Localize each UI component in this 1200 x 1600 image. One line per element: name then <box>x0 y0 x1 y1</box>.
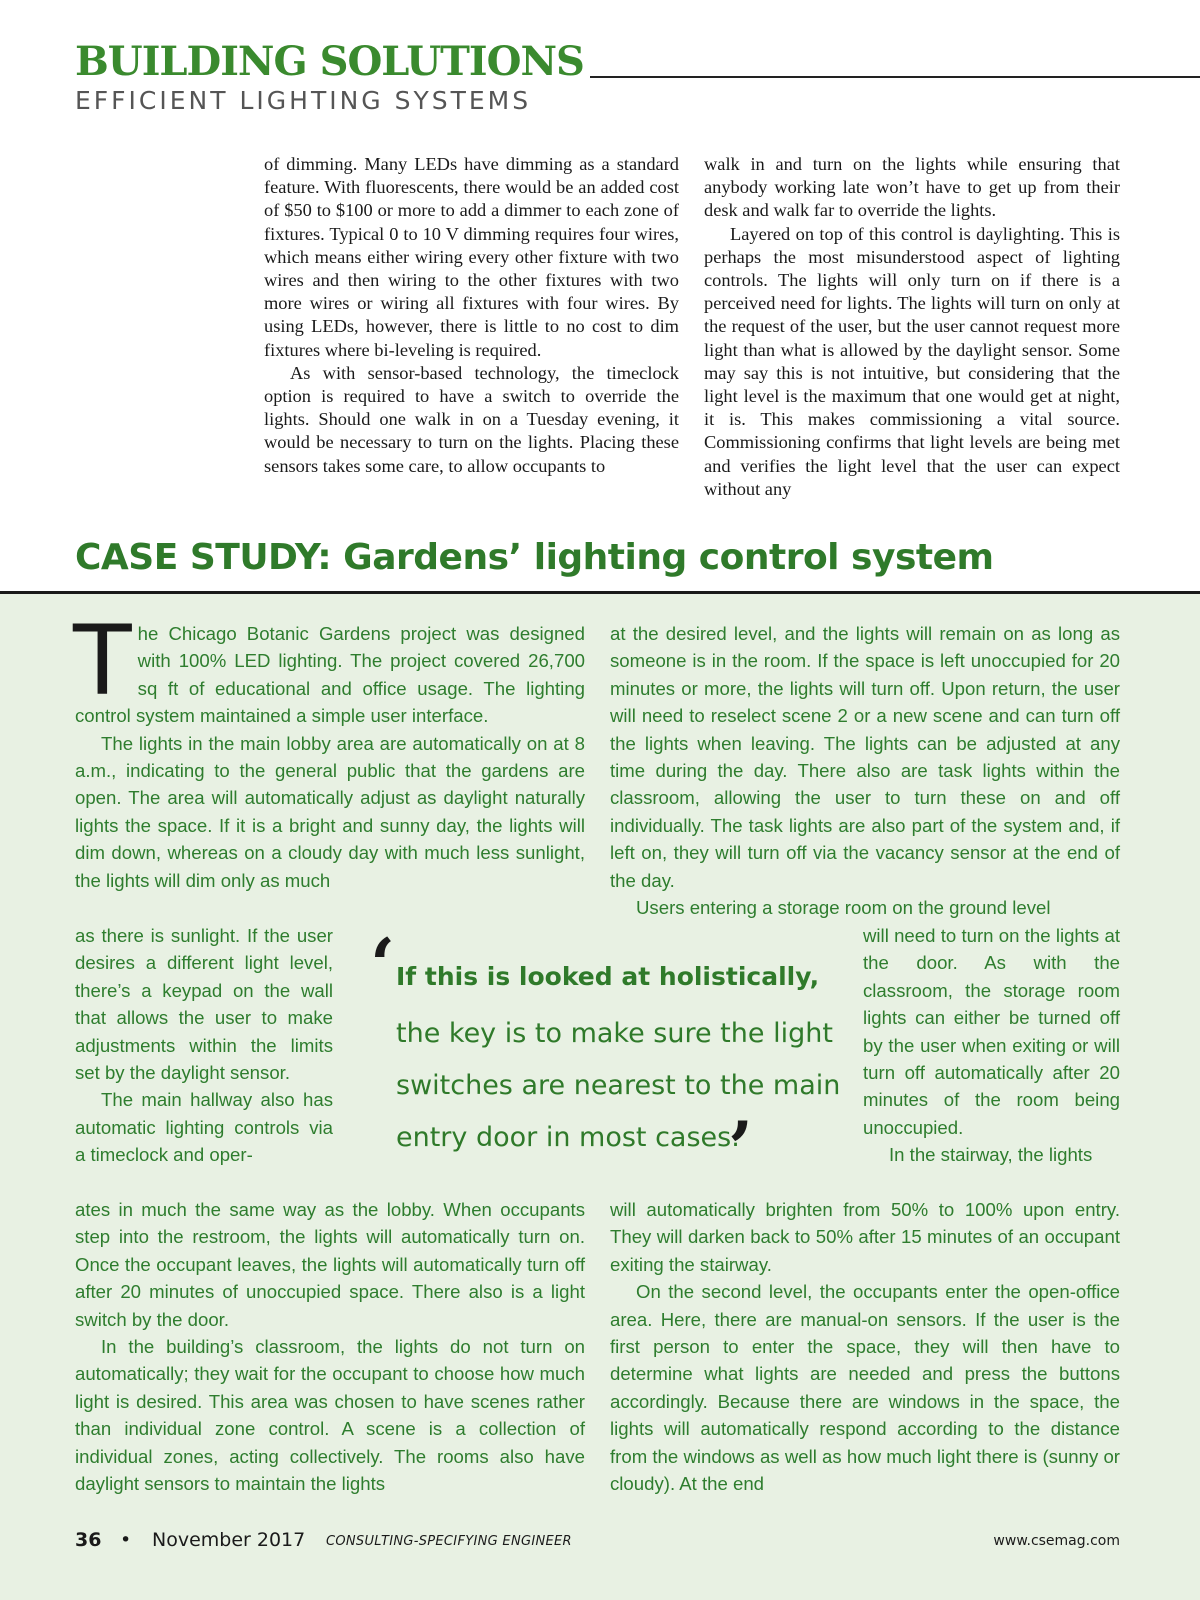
case-paragraph: In the stairway, the lights <box>889 1144 1093 1166</box>
section-title: BUILDING SOLUTIONS <box>75 38 584 85</box>
article-paragraph: walk in and turn on the lights while ensuring that anybody working late won’t have to get up from their desk and walk far to override the lights. <box>704 154 1120 221</box>
case-paragraph: at the desired level, and the lights will remain on as long as someone is in the room. If the space is left unoccupied for 20 minutes or more, the lights will turn off. Upon return, the user will need to reselect scene 2 or a new scene and can turn off the lights when leaving. The lights can be adjusted at any time during the day. There also are task lights within the classroom, allowing the user to turn these on and off individually. The task lights are also part of the system and, if left on, they will turn off via the vacancy sensor at the end of the day. <box>610 623 1120 891</box>
article-column-2 <box>704 153 1120 501</box>
pull-quote-line: the key is to make sure the light <box>396 1018 833 1049</box>
case-right-column-top <box>610 620 1120 921</box>
case-paragraph: ates in much the same way as the lobby. When occupants step into the restroom, the lights will automatically turn on. Once the occupant leaves, the lights will automatically turn off after 20 minutes of unoccupied space. There also is a light switch by the door. <box>75 1199 585 1330</box>
article-paragraph: of dimming. Many LEDs have dimming as a standard feature. With fluorescents, there would be an added cost of $50 to $100 or more to add a dimmer to each zone of fixtures. Typical 0 to 10 V dimming requires four wires, which means either wiring every other fixture with two wires and then wiring to the other fixtures with two more wires or wiring all fixtures with four wires. By using LEDs, however, there is little to no cost to dim fixtures where bi-leveling is required. <box>264 154 679 360</box>
article-paragraph: Layered on top of this control is daylighting. This is perhaps the most misunderstood aspect of lighting controls. The lights will only turn on if there is a perceived need for lights. The lights will turn on only at the request of the user, but the user cannot request more light than what is allowed by the daylight sensor. Some may say this is not intuitive, but considering that the light level is the maximum that one would get at night, it is. This makes commissioning a vital source. Commissioning confirms that light levels are being met and verifies the light level that the user can expect without any <box>704 223 1120 499</box>
case-right-column-bottom <box>610 1196 1120 1497</box>
pull-quote-line: switches are nearest to the main <box>396 1070 841 1101</box>
issue-date: November 2017 <box>152 1529 306 1551</box>
pull-quote-lead: If this is looked at holistically, <box>396 962 820 991</box>
article-paragraph: As with sensor-based technology, the timeclock option is required to have a switch to override the lights. Should one walk in on a Tuesday evening, it would be necessary to turn on the lights. Placing these sensors takes some care, to allow occupants to <box>264 362 679 476</box>
drop-cap: T <box>73 605 132 717</box>
case-paragraph: as there is sunlight. If the user desires a different light level, there’s a keypad on the wall that allows the user to make adjustments within the limits set by the daylight sensor. <box>75 925 333 1084</box>
case-study-title: CASE STUDY: Gardens’ lighting control system <box>75 537 994 578</box>
case-paragraph: will need to turn on the lights at the door. As with the classroom, the storage room lights can either be turned off by the user when exiting or will turn off automatically after 20 minutes of the room being unoccupied. <box>863 925 1120 1138</box>
case-paragraph: On the second level, the occupants enter the open-office area. Here, there are manual-on sensors. If the user is the first person to enter the space, they will then have to determine what lights are needed and press the buttons accordingly. Because there are windows in the space, the lights will automatically respond according to the distance from the windows as well as how much light there is (sunny or cloudy). At the end <box>610 1281 1120 1495</box>
case-paragraph-text: he Chicago Botanic Gardens project was designed with 100% LED lighting. The project covered 26,700 sq ft of educational and office usage. The lighting control system maintained a simple user interface. <box>75 623 585 727</box>
magazine-name: CONSULTING-SPECIFYING ENGINEER <box>326 1534 572 1549</box>
case-paragraph: Users entering a storage room on the ground level <box>636 897 1051 919</box>
case-paragraph: will automatically brighten from 50% to 100% upon entry. They will darken back to 50% after 15 minutes of an occupant exiting the stairway. <box>610 1199 1120 1275</box>
case-paragraph <box>73 605 585 730</box>
case-paragraph: The main hallway also has automatic lighting controls via a timeclock and oper- <box>75 1089 333 1166</box>
close-quote-mark: ’ <box>728 1105 754 1190</box>
header-rule <box>590 76 1200 78</box>
case-left-column-narrow <box>75 922 333 1169</box>
footer-separator: • <box>120 1529 132 1551</box>
case-paragraph: The lights in the main lobby area are automatically on at 8 a.m., indicating to the general public that the gardens are open. The area will automatically adjust as daylight naturally lights the space. If it is a bright and sunny day, the lights will dim down, whereas on a cloudy day with much less sunlight, the lights will dim only as much <box>75 732 585 891</box>
case-paragraph: In the building’s classroom, the lights do not turn on automatically; they wait for the occupant to choose how much light is desired. This area was chosen to have scenes rather than individual zone control. A scene is a collection of individual zones, acting collectively. The rooms also have daylight sensors to maintain the lights <box>75 1336 585 1495</box>
case-left-column-top <box>73 605 585 894</box>
case-right-column-narrow <box>863 922 1120 1169</box>
article-column-1 <box>264 153 679 478</box>
open-quote-mark: ‘ <box>370 922 396 1007</box>
case-left-column-bottom <box>75 1196 585 1497</box>
website-url: www.csemag.com <box>993 1533 1120 1549</box>
pull-quote-line: entry door in most cases. <box>396 1122 740 1153</box>
section-subtitle: EFFICIENT LIGHTING SYSTEMS <box>75 86 532 115</box>
page-number: 36 <box>75 1529 102 1551</box>
